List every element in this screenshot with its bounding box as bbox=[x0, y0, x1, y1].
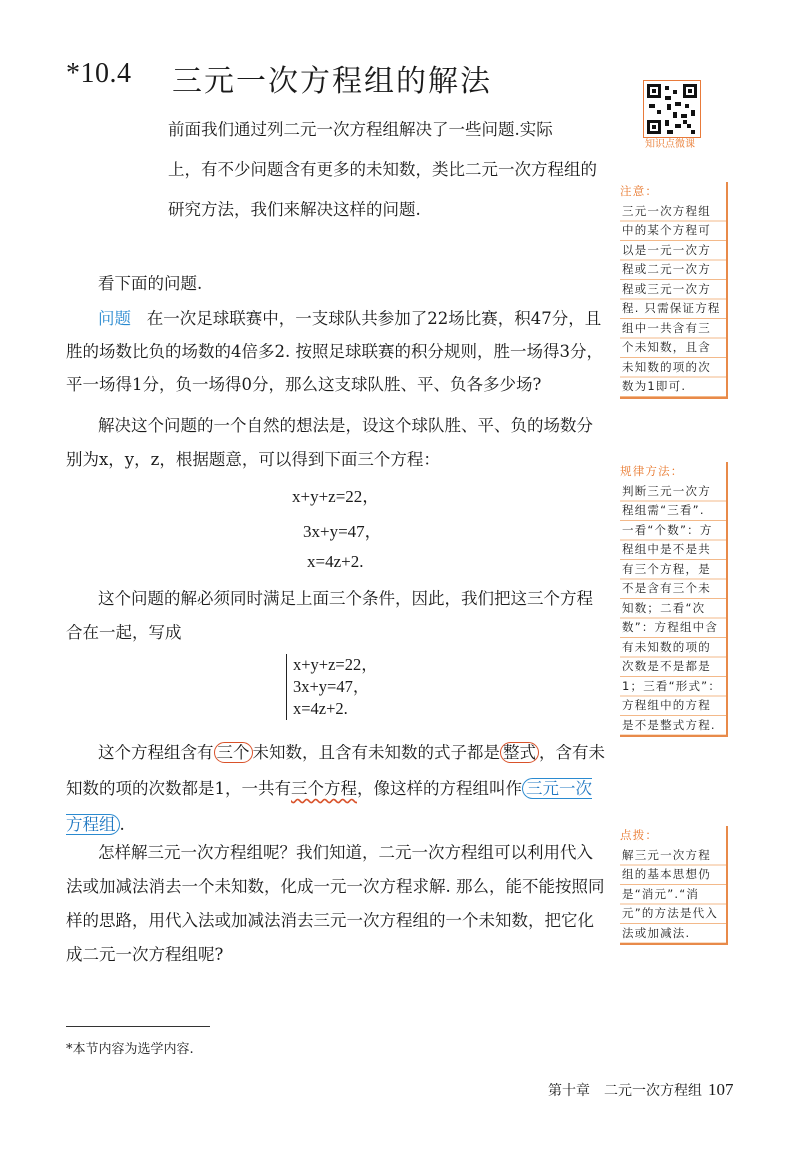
text: 未知数，且含有未知数的式子都是 bbox=[252, 743, 500, 762]
term-ternary-linear-system: 三元一次方程组 bbox=[66, 779, 592, 834]
text: 这个方程组含有 bbox=[98, 743, 214, 762]
equation-system bbox=[286, 654, 378, 720]
qr-label: 知识点微课 bbox=[645, 139, 695, 150]
intro-line: 前面我们通过列二元一次方程组解决了一些问题.实际 bbox=[168, 120, 553, 139]
problem-label: 问题 bbox=[98, 309, 131, 328]
intro-paragraph bbox=[168, 110, 606, 230]
system-line: x=4z+2. bbox=[293, 699, 348, 718]
note-body: 三元一次方程组中的某个方程可以是一元一次方程或二元一次方程或三元一次方程. 只需保证方程组中一共含有三个未知数，且含未知数的项的次数为1即可. bbox=[620, 202, 726, 397]
note-head: 规律方法： bbox=[620, 464, 684, 478]
qr-code-icon[interactable] bbox=[643, 80, 701, 138]
method-paragraph: 怎样解三元一次方程组呢？我们知道，二元一次方程组可以利用代入法或加减法消去一个未知数，化成一元一次方程求解. 那么，能不能按照同样的思路，用代入法或加减法消去三元一次方程组的一个未知数，把它化成二元一次方程组呢? bbox=[66, 843, 605, 964]
note-head: 注意： bbox=[620, 184, 659, 198]
highlight-three-equations: 三个方程 bbox=[291, 779, 357, 798]
page-number: 107 bbox=[708, 1080, 734, 1099]
text: . bbox=[119, 815, 125, 834]
footnote-divider bbox=[66, 1026, 210, 1027]
definition-paragraph bbox=[66, 735, 606, 843]
problem-paragraph bbox=[66, 302, 606, 401]
equation-2: 3x+y=47， bbox=[303, 522, 382, 541]
system-line: 3x+y=47， bbox=[293, 677, 370, 696]
note-body: 判断三元一次方程组需“三看”. 一看“个数”：方程组中是不是共有三个方程，是不是含有三个未知数；二看“次数”：方程组中含有未知数的项的次数是不是都是1；三看“形式”：方程组中的方程是不是整式方程. bbox=[620, 482, 726, 736]
footnote: *本节内容为选学内容. bbox=[66, 1042, 194, 1057]
variables-paragraph: 解决这个问题的一个自然的想法是，设这个球队胜、平、负的场数分别为x，y，z，根据题意，可以得到下面三个方程： bbox=[66, 416, 593, 469]
combine-paragraph: 这个问题的解必须同时满足上面三个条件，因此，我们把这三个方程合在一起，写成 bbox=[66, 589, 593, 642]
system-line: x+y+z=22， bbox=[293, 655, 378, 674]
look-prompt: 看下面的问题. bbox=[98, 274, 203, 293]
intro-line: 上，有不少问题含有更多的未知数，类比二元一次方程组的 bbox=[168, 160, 597, 179]
note-head: 点拨： bbox=[620, 828, 659, 842]
text: ，像这样的方程组叫作 bbox=[357, 779, 522, 798]
section-title: 三元一次方程组的解法 bbox=[172, 64, 492, 99]
problem-text: 在一次足球联赛中，一支球队共参加了22场比赛，积47分，且胜的场数比负的场数的4倍多2. 按照足球联赛的积分规则，胜一场得3分，平一场得1分，负一场得0分，那么这支球队胜、平、负各多少场? bbox=[66, 309, 603, 394]
text: ，含有未知数的项的次数都是1，一共有 bbox=[66, 743, 605, 798]
highlight-three: 三个 bbox=[214, 742, 253, 763]
section-number: *10.4 bbox=[66, 58, 132, 89]
note-body: 解三元一次方程组的基本思想仍是“消元”.“消元”的方法是代入法或加减法. bbox=[620, 846, 726, 944]
side-note-rule bbox=[620, 462, 728, 737]
intro-line: 研究方法，我们来解决这样的问题. bbox=[168, 200, 421, 219]
equation-1: x+y+z=22， bbox=[292, 487, 380, 506]
side-note-attention bbox=[620, 182, 728, 399]
highlight-polynomial: 整式 bbox=[500, 742, 539, 763]
equation-3: x=4z+2. bbox=[307, 552, 364, 571]
chapter-label: 第十章 二元一次方程组 bbox=[548, 1083, 702, 1099]
side-note-tip bbox=[620, 826, 728, 945]
page-footer bbox=[548, 1080, 734, 1100]
